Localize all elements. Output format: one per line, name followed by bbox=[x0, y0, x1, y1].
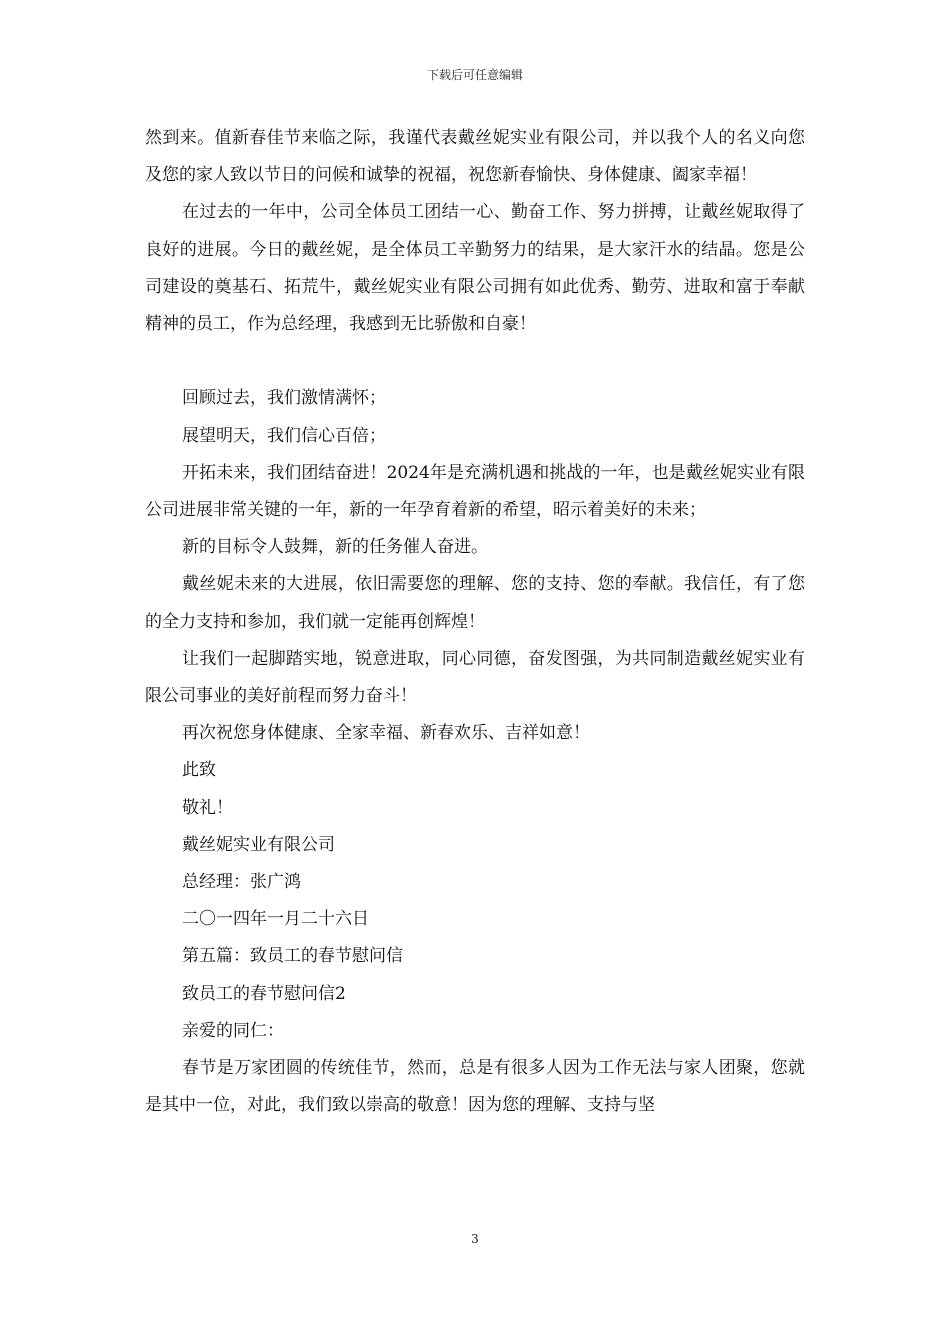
closing-regards: 敬礼！ bbox=[182, 797, 233, 818]
paragraph-new-goals: 新的目标令人鼓舞，新的任务催人奋进。 bbox=[182, 537, 488, 558]
paragraph-spring-festival: 春节是万家团圆的传统佳节，然而，总是有很多人因为工作无法与家人团聚，您就是其中一位，对此，我们致以崇高的敬意！因为您的理解、支持与坚 bbox=[145, 1058, 805, 1116]
paragraph-greeting-continuation: 然到来。值新春佳节来临之际，我谨代表戴丝妮实业有限公司，并以我个人的名义向您及您的家人致以节日的问候和诚挚的祝福，祝您新春愉快、身体健康、阖家幸福！ bbox=[145, 128, 805, 186]
signature-manager: 总经理：张广鸿 bbox=[182, 872, 301, 893]
paragraph-review-past: 回顾过去，我们激情满怀； bbox=[182, 388, 386, 409]
closing-salutation: 此致 bbox=[182, 760, 216, 781]
letter-salutation: 亲爱的同仁： bbox=[182, 1020, 284, 1041]
document-body bbox=[145, 120, 805, 1124]
paragraph-call-to-action: 让我们一起脚踏实地，锐意进取，同心同德，奋发图强，为共同制造戴丝妮实业有限公司事业的美好前程而努力奋斗！ bbox=[145, 648, 805, 707]
paragraph-past-year: 在过去的一年中，公司全体员工团结一心、勤奋工作、努力拼搏，让戴丝妮取得了良好的进展。今日的戴丝妮，是全体员工辛勤努力的结果，是大家汗水的结晶。您是公司建设的奠基石、拓荒牛，戴丝妮实业有限公司拥有如此优秀、勤劳、进取和富于奉献精神的员工，作为总经理，我感到无比骄傲和自豪！ bbox=[145, 202, 805, 335]
letter-title: 致员工的春节慰问信2 bbox=[182, 983, 346, 1004]
signature-company: 戴丝妮实业有限公司 bbox=[182, 834, 335, 855]
blank-line bbox=[145, 343, 805, 380]
signature-date: 二〇一四年一月二十六日 bbox=[182, 909, 369, 930]
section-heading: 第五篇：致员工的春节慰问信 bbox=[182, 946, 403, 967]
paragraph-open-future: 开拓未来，我们团结奋进！2024年是充满机遇和挑战的一年，也是戴丝妮实业有限公司进展非常关键的一年，新的一年孕育着新的希望，昭示着美好的未来； bbox=[145, 462, 805, 521]
paragraph-look-ahead: 展望明天，我们信心百倍； bbox=[182, 425, 386, 446]
paragraph-future-development: 戴丝妮未来的大进展，依旧需要您的理解、您的支持、您的奉献。我信任，有了您的全力支持和参加，我们就一定能再创辉煌！ bbox=[145, 574, 805, 632]
paragraph-wishes: 再次祝您身体健康、全家幸福、新春欢乐、吉祥如意！ bbox=[182, 723, 590, 744]
page-header: 下载后可任意编辑 bbox=[426, 68, 523, 82]
page-number: 3 bbox=[471, 1232, 479, 1246]
